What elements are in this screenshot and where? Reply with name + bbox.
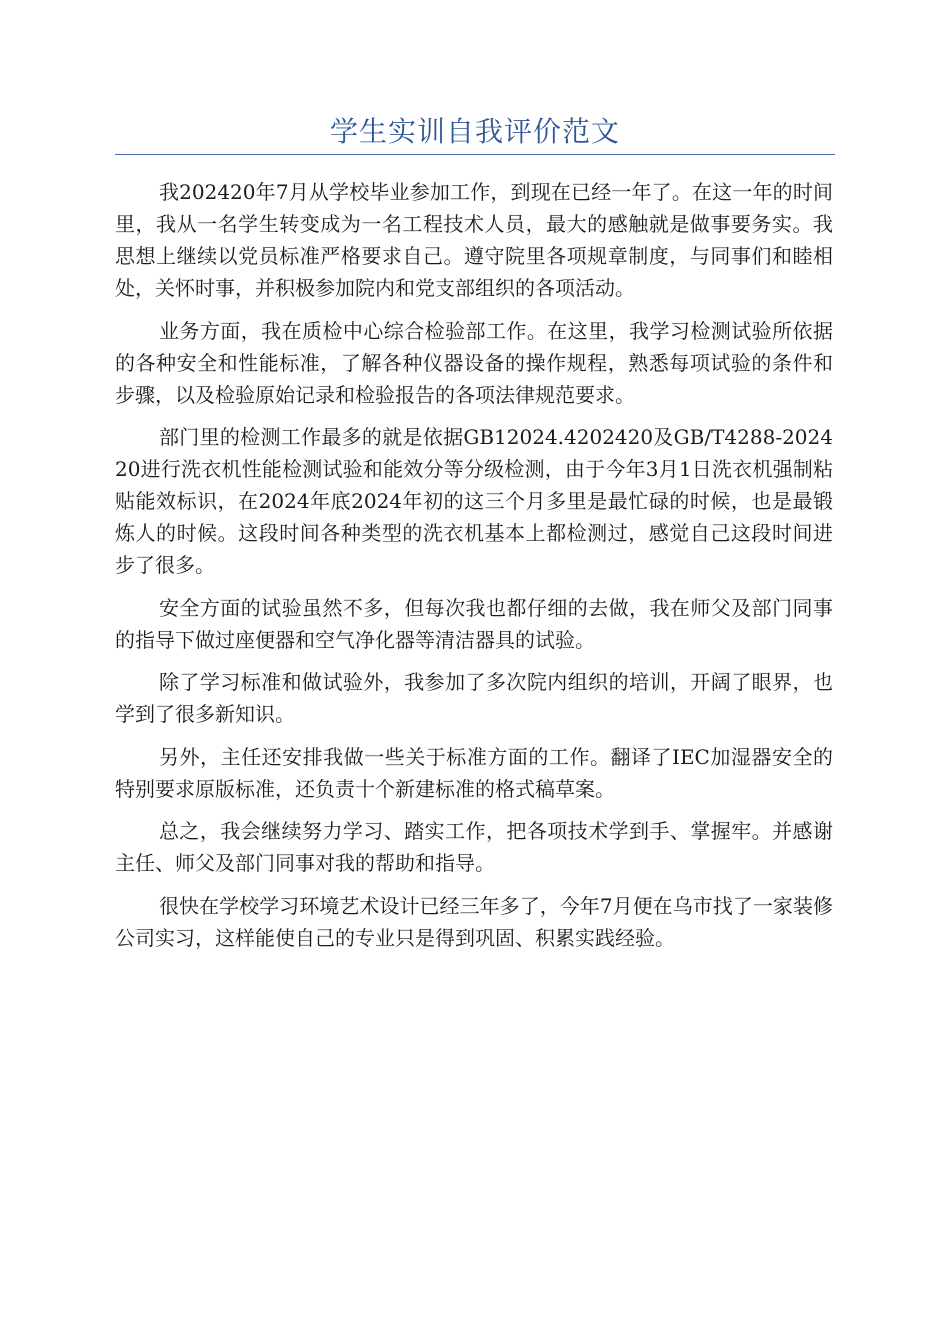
paragraph-4: 安全方面的试验虽然不多，但每次我也都仔细的去做，我在师父及部门同事的指导下做过座便器和空气净化器等清洁器具的试验。: [115, 595, 833, 652]
paragraph-1: 我202420年7月从学校毕业参加工作，到现在已经一年了。在这一年的时间里，我从一名学生转变成为一名工程技术人员，最大的感触就是做事要务实。我思想上继续以党员标准严格要求自己。遵守院里各项规章制度，与同事们和睦相处，关怀时事，并积极参加院内和党支部组织的各项活动。: [115, 180, 833, 300]
paragraph-8: 很快在学校学习环境艺术设计已经三年多了，今年7月便在乌市找了一家装修公司实习，这样能使自己的专业只是得到巩固、积累实践经验。: [115, 893, 833, 950]
document-title: 学生实训自我评价范文: [329, 115, 620, 148]
title-underline: [115, 154, 835, 155]
paragraph-6: 另外，主任还安排我做一些关于标准方面的工作。翻译了IEC加湿器安全的特别要求原版标准，还负责十个新建标准的格式稿草案。: [115, 744, 833, 801]
document-body: [115, 176, 833, 964]
paragraph-7: 总之，我会继续努力学习、踏实工作，把各项技术学到手、掌握牢。并感谢主任、师父及部门同事对我的帮助和指导。: [115, 819, 833, 875]
paragraph-3: 部门里的检测工作最多的就是依据GB12024.4202420及GB/T4288-202420进行洗衣机性能检测试验和能效分等分级检测，由于今年3月1日洗衣机强制粘贴能效标识，在2024年底2024年初的这三个月多里是最忙碌的时候，也是最锻炼人的时候。这段时间各种类型的洗衣机基本上都检测过，感觉自己这段时间进步了很多。: [115, 425, 833, 577]
paragraph-5: 除了学习标准和做试验外，我参加了多次院内组织的培训，开阔了眼界，也学到了很多新知识。: [115, 670, 833, 726]
paragraph-2: 业务方面，我在质检中心综合检验部工作。在这里，我学习检测试验所依据的各种安全和性能标准，了解各种仪器设备的操作规程，熟悉每项试验的条件和步骤，以及检验原始记录和检验报告的各项法律规范要求。: [115, 318, 833, 407]
